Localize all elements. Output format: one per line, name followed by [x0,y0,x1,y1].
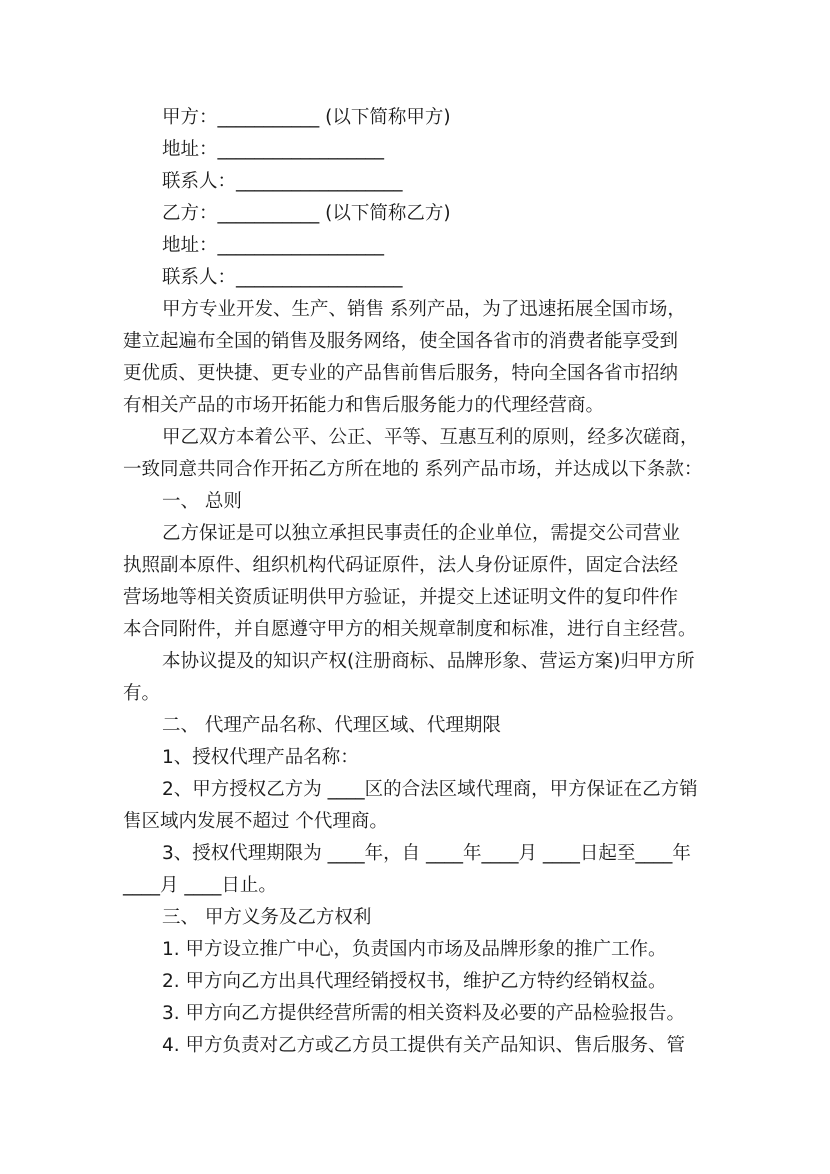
text-line: 乙方：___________ (以下简称乙方) [162,203,451,224]
text-line: 三、 甲方义务及乙方权利 [162,907,372,928]
text-line: ____月 ____日止。 [123,875,277,896]
text-line: 执照副本原件、组织机构代码证原件，法人身份证原件，固定合法经 [123,555,679,576]
text-line: 二、 代理产品名称、代理区域、代理期限 [162,715,501,736]
text-line: 地址：__________________ [162,139,385,160]
text-line: 有相关产品的市场开拓能力和售后服务能力的代理经营商。 [123,395,605,416]
text-line: 建立起遍布全国的销售及服务网络，使全国各省市的消费者能享受到 [123,331,679,352]
text-line: 本合同附件，并自愿遵守甲方的相关规章制度和标准，进行自主经营。 [123,619,697,640]
text-line: 营场地等相关资质证明供甲方验证，并提交上述证明文件的复印件作 [123,587,679,608]
text-line: 地址：__________________ [162,235,385,256]
text-line: 一、 总则 [162,491,242,512]
text-line: 2. 甲方向乙方出具代理经销授权书，维护乙方特约经销权益。 [162,971,667,992]
text-line: 4. 甲方负责对乙方或乙方员工提供有关产品知识、售后服务、管 [162,1035,686,1056]
text-line: 1. 甲方设立推广中心，负责国内市场及品牌形象的推广工作。 [162,939,667,960]
text-line: 联系人：__________________ [162,267,403,288]
text-line: 3、授权代理期限为 ____年，自 ____年____月 ____日起至____年 [162,843,691,864]
text-line: 2、甲方授权乙方为 ____区的合法区域代理商，甲方保证在乙方销 [162,779,698,800]
text-line: 售区域内发展不超过 个代理商。 [123,811,388,832]
document-page [123,102,723,1062]
text-line: 联系人：__________________ [162,171,403,192]
text-line: 甲乙双方本着公平、公正、平等、互惠互利的原则，经多次磋商， [162,427,699,448]
text-line: 甲方：___________ (以下简称甲方) [162,107,451,128]
text-line: 1、授权代理产品名称： [162,747,359,768]
text-line: 有。 [123,683,161,704]
text-line: 一致同意共同合作开拓乙方所在地的 系列产品市场，并达成以下条款： [123,459,703,480]
text-line: 本协议提及的知识产权(注册商标、品牌形象、营运方案)归甲方所 [162,651,695,672]
text-line: 更优质、更快捷、更专业的产品售前售后服务，特向全国各省市招纳 [123,363,679,384]
text-line: 3. 甲方向乙方提供经营所需的相关资料及必要的产品检验报告。 [162,1003,686,1024]
text-line: 乙方保证是可以独立承担民事责任的企业单位，需提交公司营业 [162,523,681,544]
text-line: 甲方专业开发、生产、销售 系列产品，为了迅速拓展全国市场， [162,299,686,320]
